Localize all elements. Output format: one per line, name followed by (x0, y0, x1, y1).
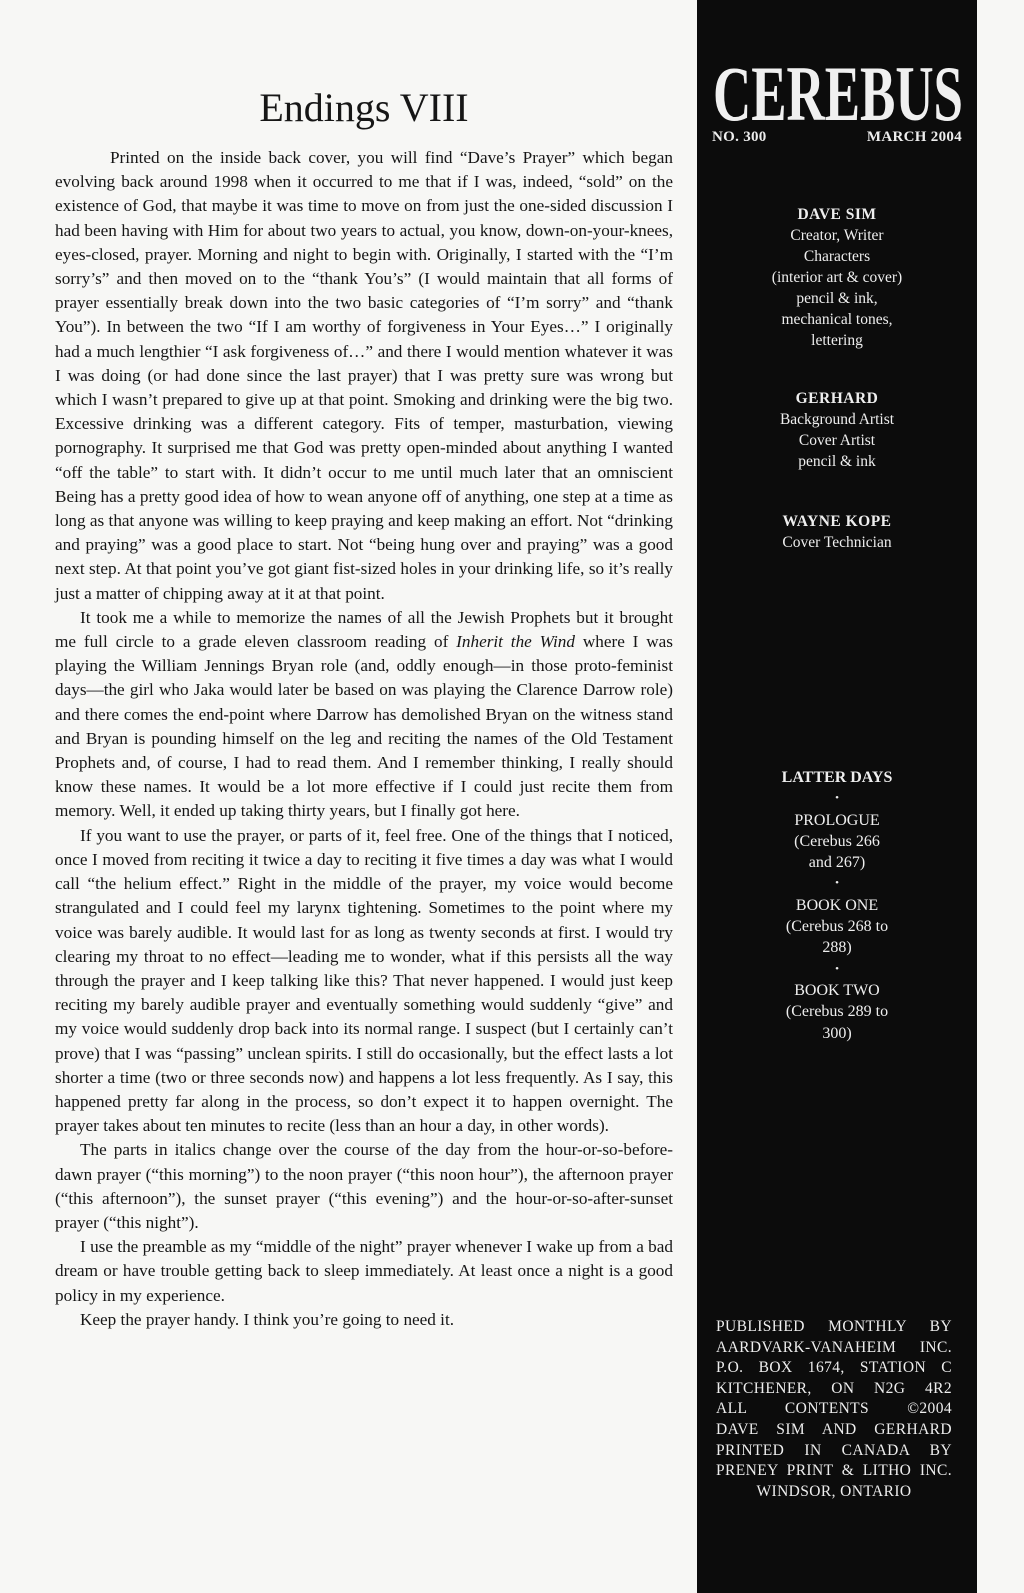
contents-entry-line: (Cerebus 268 to (785, 918, 889, 936)
bullet-icon: • (835, 792, 839, 805)
contents-entry-title: PROLOGUE (794, 811, 880, 829)
contents-entry-line: (Cerebus 266 (794, 832, 880, 850)
article-paragraph-2-part-b: where I was playing the William Jennings Bryan role (and, oddly enough—in those proto-feminist days—the girl who Jaka would later be based on was playing the Clarence Darrow role) and there comes the end-point where Darrow has demolished Bryan on the witness stand and Bryan is pounding himself on the leg and reciting the names of the Old Testament Prophets and, of course, I had to read them. And I remember thinking, I really should know these names. It would be a lot more effective if I could just recite them from memory. Well, it ended up taking thirty years, but I finally got here. (55, 632, 673, 821)
credit-wayne-kope (697, 511, 977, 553)
article-paragraph-2-part-a: It took me a while to memorize the names of all the Jewish Prophets but it brought me full circle to a grade eleven classroom reading of (55, 607, 673, 652)
publisher-line: PRINTED IN CANADA BY (716, 1441, 952, 1459)
contents-list (697, 767, 977, 1044)
contents-entry-line: and 267) (808, 854, 866, 872)
publisher-line: DAVE SIM AND GERHARD (716, 1420, 952, 1438)
publisher-line: KITCHENER, ON N2G 4R2 (716, 1379, 952, 1397)
contents-entry-line: 288) (822, 939, 852, 957)
article-paragraph-1: Printed on the inside back cover, you will find “Dave’s Prayer” which began evolving back around 1998 when it occurred to me that if I was, indeed, “sold” on the existence of God, that maybe it was time to move on from just the one-sided discussion I had been having with Him for about two years to actual, you know, down-on-your-knees, eyes-closed, prayer. Morning and night to begin with. Originally, I started with the “I’m sorry’s” and then moved on to the “thank You’s” (I would maintain that all forms of prayer essentially break down into the two basic categories of “I’m sorry” and “thank You”). In between the two “If I am worthy of forgiveness in Your Eyes…” I originally had a much lengthier “I ask forgiveness of…” and there I would mention whatever it was I was doing (or had done since the last prayer) that I was pretty sure was wrong but which I wasn’t prepared to give up at that point. Smoking and drinking were the big two. Excessive drinking was a different category. Fits of temper, masturbation, viewing pornography. It surprised me that God was pretty open-minded about anything I wanted “off the table” to start with. It didn’t occur to me until much later that an omniscient Being has a pretty good idea of how to wean anyone off of anything, one step at a time as long as that anyone was willing to keep praying and keep making an effort. Not “drinking and praying” was a good place to start. Not “being hung over and praying” was a good next step. At that point you’ve got giant fist-sized holes in your drinking life, so it’s really just a matter of chipping away at it at that point. (55, 148, 673, 603)
article-paragraph-3: If you want to use the prayer, or parts of it, feel free. One of the things that I noticed, once I moved from reciting it twice a day to reciting it five times a day was what I would call “the helium effect.” Right in the middle of the prayer, my voice would become strangulated and I could feel my larynx tightening. Sometimes to the point where my voice was barely audible. It would last for as long as twenty seconds at first. I would try clearing my throat to no effect—leading me to wonder, what if this persists all the way through the prayer and I keep talking like this? That never happened. I would just keep reciting my barely audible prayer and eventually something would suddenly “give” and my voice would suddenly drop back into its normal range. I suspect (but I certainly can’t prove) that I was “passing” unclean spirits. I still do occasionally, but the effect lasts a lot shorter a time (two or three seconds now) and happens a lot less frequently. As I say, this happened pretty far along in the process, so don’t expect it to happen overnight. The prayer takes about ten minutes to recite (less than an hour a day, in other words). (55, 825, 673, 1136)
bullet-icon: • (835, 962, 839, 975)
issue-date: MARCH 2004 (866, 129, 962, 145)
credit-role: mechanical tones, (781, 311, 893, 328)
credit-role: pencil & ink, (796, 290, 878, 307)
contents-entry-title: BOOK TWO (794, 981, 880, 999)
publisher-line: AARDVARK-VANAHEIM INC. (716, 1338, 952, 1356)
credit-role: Creator, Writer (790, 227, 884, 244)
issue-number: NO. 300 (712, 129, 767, 145)
contents-entry-line: (Cerebus 289 to (785, 1003, 889, 1021)
credit-role: Characters (803, 248, 871, 265)
article-paragraph-5: I use the preamble as my “middle of the night” prayer whenever I wake up from a bad dream or have trouble getting back to sleep immediately. At least once a night is a good policy in my experience. (55, 1237, 673, 1305)
article (55, 80, 673, 1332)
credit-role: pencil & ink (798, 453, 876, 470)
contents-entry-line: 300) (822, 1024, 852, 1042)
credit-role: lettering (811, 332, 863, 349)
article-paragraph-2 (55, 606, 673, 824)
issue-info (712, 129, 962, 146)
credit-name: WAYNE KOPE (782, 513, 892, 530)
article-paragraph-4: The parts in italics change over the course of the day from the hour-or-so-before-dawn prayer (“this morning”) to the noon prayer (“this noon hour”), the afternoon prayer (“this afternoon”), the sunset prayer (“this evening”) and the hour-or-so-after-sunset prayer (“this night”). (55, 1140, 673, 1232)
masthead-sidebar (697, 0, 977, 1593)
publisher-line: PUBLISHED MONTHLY BY (716, 1318, 952, 1335)
publisher-line: PRENEY PRINT & LITHO INC. (716, 1462, 952, 1480)
contents-entry-title: BOOK ONE (795, 896, 879, 914)
logo-text: CEREBUS (713, 54, 963, 130)
article-paragraph-6: Keep the prayer handy. I think you’re going to need it. (80, 1309, 455, 1329)
credit-role: Cover Artist (798, 432, 876, 449)
credit-role: Cover Technician (782, 534, 892, 551)
credit-gerhard (697, 388, 977, 472)
publisher-line: ALL CONTENTS ©2004 (716, 1400, 952, 1418)
credit-role: (interior art & cover) (771, 269, 903, 286)
credit-dave-sim (697, 204, 977, 351)
book-title-italic: Inherit the Wind (456, 632, 575, 652)
credit-name: GERHARD (795, 390, 879, 407)
publisher-line: P.O. BOX 1674, STATION C (716, 1359, 952, 1377)
credit-role: Background Artist (779, 411, 895, 428)
publisher-info (716, 1317, 952, 1502)
bullet-icon: • (835, 877, 839, 890)
publisher-line: WINDSOR, ONTARIO (756, 1482, 912, 1500)
contents-heading: LATTER DAYS (781, 769, 893, 786)
article-title: Endings VIII (259, 85, 469, 130)
credit-name: DAVE SIM (797, 206, 877, 223)
cerebus-logo (709, 54, 967, 130)
